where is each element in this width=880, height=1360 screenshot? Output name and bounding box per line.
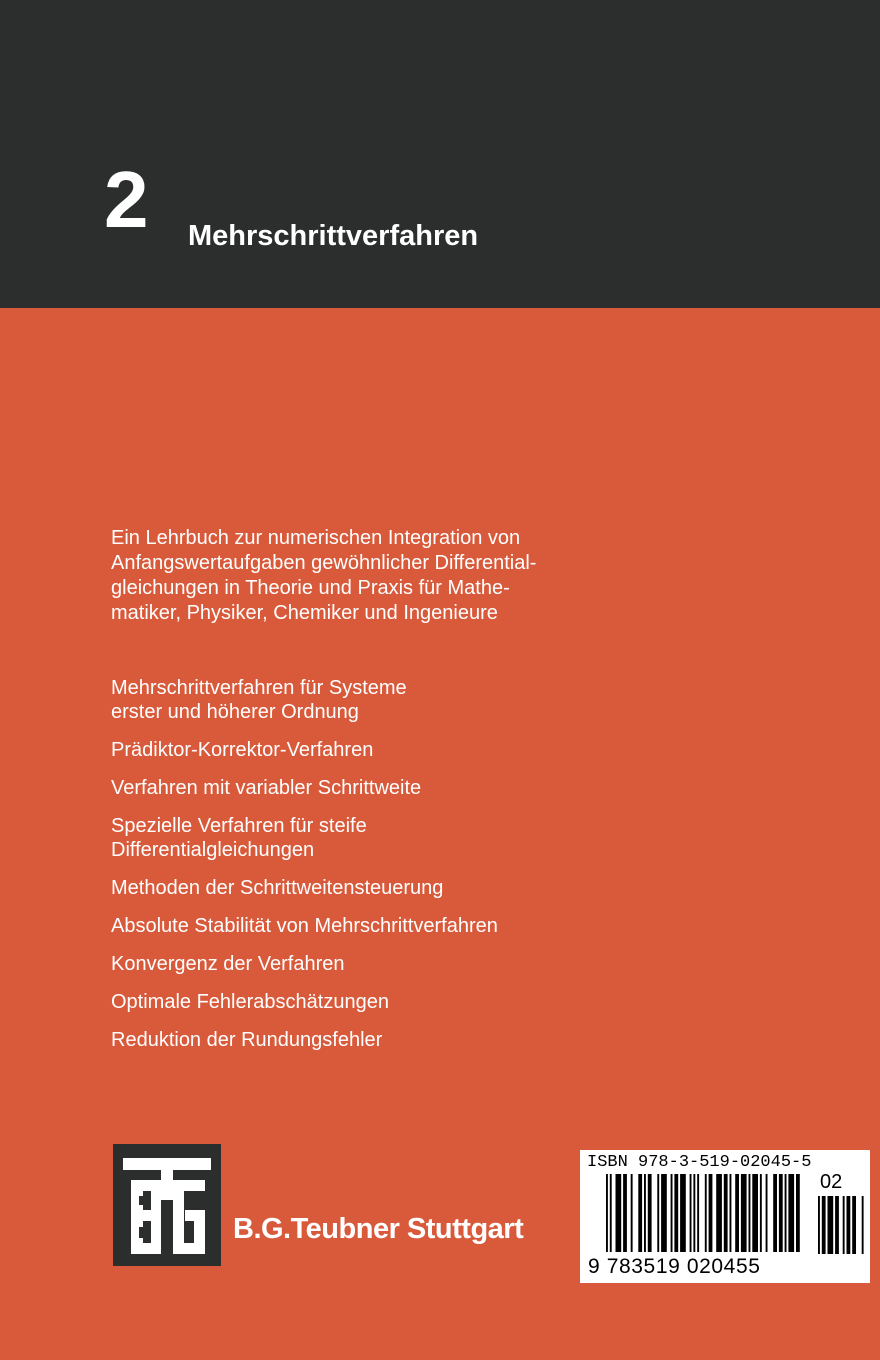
barcode-addon-bars	[818, 1196, 864, 1256]
topic-item	[111, 914, 498, 938]
publisher-name: B.G.Teubner Stuttgart	[233, 1213, 524, 1245]
topic-item	[111, 990, 498, 1014]
topic-line: erster und höherer Ordnung	[111, 701, 359, 723]
topic-item	[111, 738, 498, 762]
topic-line: Konvergenz der Verfahren	[111, 953, 345, 975]
topic-line: Reduktion der Rundungsfehler	[111, 1029, 383, 1051]
topic-line: Methoden der Schrittweitensteuerung	[111, 877, 444, 899]
volume-number: 2	[104, 155, 149, 244]
isbn-label: ISBN 978-3-519-02045-5	[587, 1153, 812, 1172]
topic-line: Differentialgleichungen	[111, 839, 315, 861]
topic-line: Spezielle Verfahren für steife	[111, 815, 367, 837]
topic-item	[111, 952, 498, 976]
isbn-barcode	[580, 1150, 870, 1283]
barcode-addon-number: 02	[820, 1171, 843, 1193]
blurb	[111, 526, 671, 626]
topic-line: Prädiktor-Korrektor-Verfahren	[111, 739, 374, 761]
topic-item	[111, 876, 498, 900]
teubner-logo	[113, 1144, 221, 1266]
topic-line: Optimale Fehlerabschätzungen	[111, 991, 389, 1013]
barcode-digits: 9 783519 020455	[588, 1255, 761, 1278]
topic-list	[111, 676, 498, 1066]
topic-line: Mehrschrittverfahren für Systeme	[111, 677, 407, 699]
topic-line: Absolute Stabilität von Mehrschrittverfahren	[111, 915, 498, 937]
topic-item	[111, 1028, 498, 1052]
blurb-line: Anfangswertaufgaben gewöhnlicher Differential-	[111, 552, 537, 574]
topic-item	[111, 814, 498, 862]
barcode-bars	[606, 1174, 812, 1256]
topic-line: Verfahren mit variabler Schrittweite	[111, 777, 422, 799]
blurb-line: Ein Lehrbuch zur numerischen Integration von	[111, 527, 521, 549]
blurb-line: matiker, Physiker, Chemiker und Ingenieure	[111, 602, 498, 624]
topic-item	[111, 676, 498, 724]
topic-item	[111, 776, 498, 800]
series-title: Mehrschrittverfahren	[188, 220, 479, 252]
blurb-line: gleichungen in Theorie und Praxis für Mathe-	[111, 577, 510, 599]
top-band	[0, 0, 880, 308]
teubner-logo-mark	[113, 1144, 221, 1266]
